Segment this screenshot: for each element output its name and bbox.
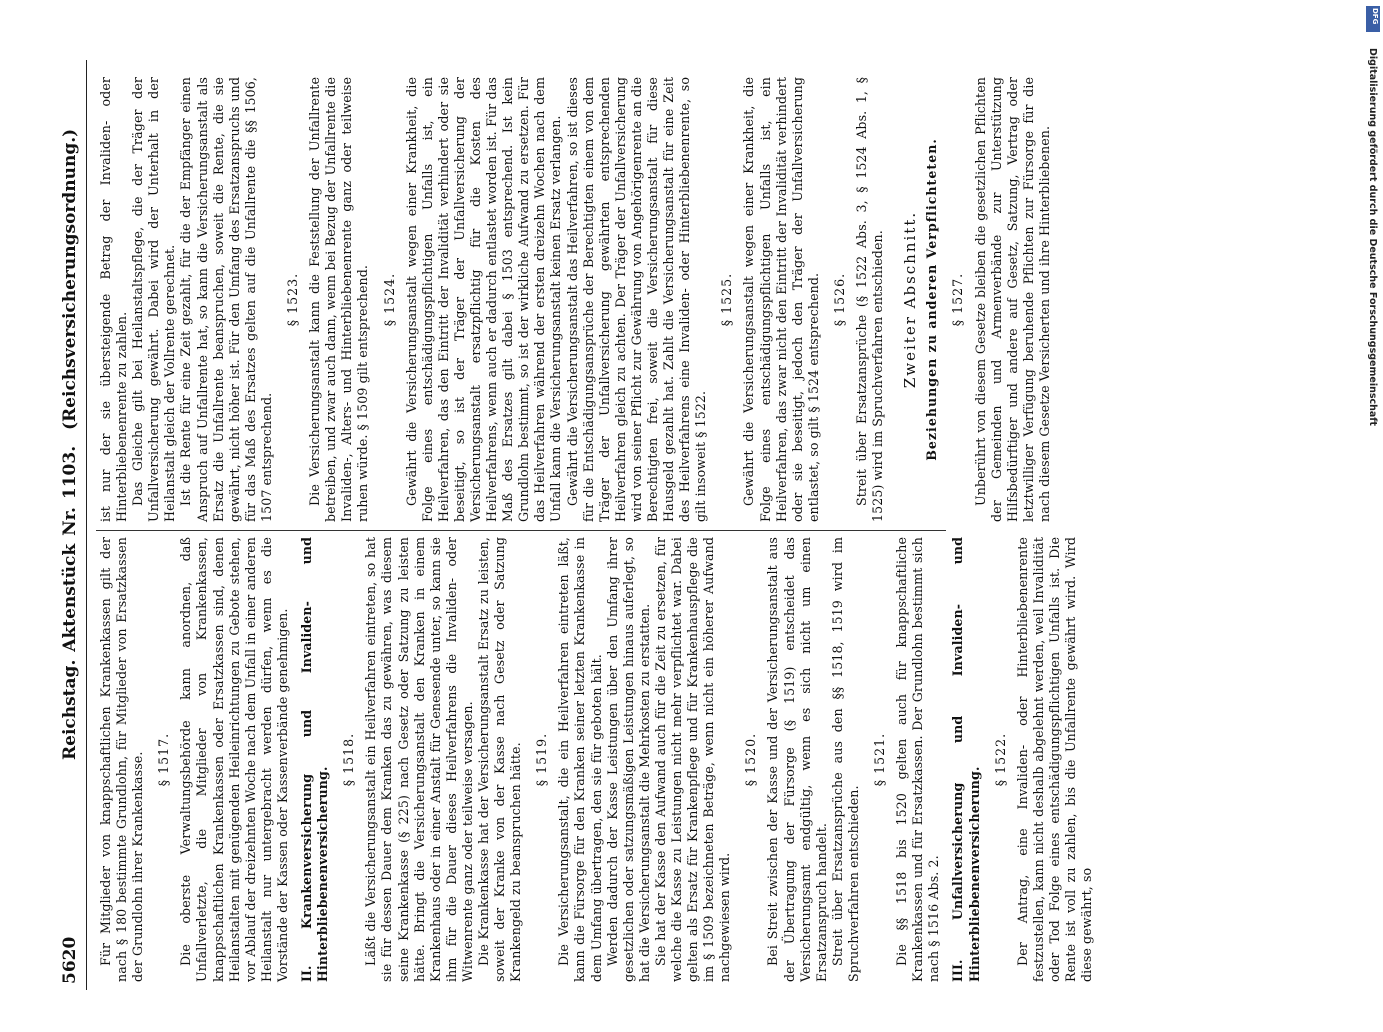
section-number: § 1523. <box>285 272 301 327</box>
paragraph: Gewährt die Versicherungsanstalt das Heilverfahren, so ist dieses für die Entschädigungsansprüche der Berechtigten einem von dem Träger der Unfallversicherung gewährten entsprechenden Heilverfahren gleich zu achten. Der Träger der Unfallversicherung wird von seiner Pflicht zur Gewährung von Angehörigenrente an die Berechtigten frei, soweit die Versicherungsanstalt für diese Hausgeld gezahlt hat. Zahlt die Versicherungsanstalt für eine Zeit des Heilverfahrens eine Invaliden- oder Hinterbliebenenrente, so gilt insoweit § 1522. <box>564 77 709 522</box>
paragraph: Sie hat der Kasse den Aufwand auch für die Zeit zu ersetzen, für welche die Kasse zu Leistungen nicht mehr verpflichtet war. Dabei gelten als Ersatz für Krankenpflege und für Krankenhauspflege die im § 1509 bezeichneten Beträge, wenn nicht ein höherer Aufwand nachgewiesen wird. <box>652 537 733 982</box>
paragraph: Das Gleiche gilt bei Heilanstaltspflege, die der Träger der Unfallversicherung gewährt. Dabei wird der Unterhalt in der Heilanstalt gleich der Vollrente gerechnet. <box>130 77 178 522</box>
paragraph: Gewährt die Versicherungsanstalt wegen einer Krankheit, die Folge eines entschädigungspflichtigen Unfalls ist, ein Heilverfahren, das zwar nicht den Eintritt der Invalidität verhindert oder sie beseitigt, jedoch den Träger der Unfallversicherung entlastet, so gilt § 1524 entsprechend. <box>741 77 821 522</box>
paragraph: Gewährt die Versicherungsanstalt wegen einer Krankheit, die Folge eines entschädigungspflichtigen Unfalls ist, ein Heilverfahren, das den Eintritt der Invalidität verhindert oder sie beseitigt, so ist der Träger der Unfallversicherung der Versicherungsanstalt ersatzpflichtig für die Kosten des Heilverfahrens, wenn auch er dadurch entlastet worden ist. Für das Maß des Ersatzes gilt dabei § 1503 entsprechend. Ist kein Grundlohn bestimmt, so ist der wirkliche Aufwand zu ersetzen. Für das Heilverfahren während der ersten dreizehn Wochen nach dem Unfall kann die Versicherungsanstalt keinen Ersatz verlangen. <box>403 77 564 522</box>
column-divider <box>96 530 946 531</box>
paragraph: Die §§ 1518 bis 1520 gelten auch für knappschaftliche Krankenkassen und für Ersatzkassen. Der Grundlohn bestimmt sich nach § 1516 Abs. 2. <box>894 537 942 982</box>
digitization-note-text: Digitalisierung gefördert durch die Deutsche Forschungsgemeinschaft <box>1367 48 1378 426</box>
page-header <box>58 60 87 990</box>
paragraph: Die Krankenkasse hat der Versicherungsanstalt Ersatz zu leisten, soweit der Kranke von der Kasse nach Gesetz oder Satzung Krankengeld zu beanspruchen hätte. <box>475 537 524 982</box>
dfg-logo-text: DFG <box>1371 8 1379 25</box>
paragraph: Die oberste Verwaltungsbehörde kann anordnen, daß Unfallverletzte, die Mitglieder von Krankenkassen, knappschaftlichen Krankenkassen oder Ersatzkassen sind, denen Heilanstalten mit genügenden Heileinrichtungen zu Gebote stehen, vor Ablauf der dreizehnten Woche nach dem Unfall in einer anderen Heilanstalt nur untergebracht werden dürfen, wenn es die Vorstände der Kassen oder Kassenverbände genehmigen. <box>178 537 290 982</box>
paragraph: Streit über Ersatzansprüche (§ 1522 Abs. 3, § 1524 Abs. 1, § 1525) wird im Spruchverfahren entschieden. <box>854 77 886 522</box>
paragraph: Streit über Ersatzansprüche aus den §§ 1518, 1519 wird im Spruchverfahren entschieden. <box>829 537 861 982</box>
paragraph: Der Antrag, eine Invaliden- oder Hinterbliebenenrente festzustellen, kann nicht deshalb abgelehnt werden, weil Invalidität oder Tod Folge eines entschädigungspflichtigen Unfalls ist. Die Rente ist voll zu zahlen, bis die Unfallrente gewährt wird. Wird diese gewährt, so <box>1014 537 1095 982</box>
part-heading: Zweiter Abschnitt. <box>901 210 920 389</box>
section-number: § 1517. <box>156 732 172 787</box>
section-number: § 1522. <box>992 732 1008 787</box>
chapter-heading: II. Krankenversicherung und Invaliden- und Hinterbliebenenversicherung. <box>299 537 331 982</box>
left-column <box>98 537 1095 982</box>
page-number: 5620 <box>60 936 80 984</box>
chapter-heading: III. Unfallversicherung und Invaliden- und Hinterbliebenenversicherung. <box>950 537 982 982</box>
section-number: § 1526. <box>831 272 847 327</box>
header-title: Reichstag. Aktenstück Nr. 1103. <box>60 445 80 760</box>
paragraph: Werden dadurch der Kasse Leistungen über den Umfang ihrer gesetzlichen oder satzungsmäßigen Leistungen hinaus auferlegt, so hat die Versicherungsanstalt die Mehrkosten zu erstatten. <box>604 537 652 982</box>
paragraph: Läßt die Versicherungsanstalt ein Heilverfahren eintreten, so hat sie für dessen Dauer dem Kranken das zu gewähren, was diesem seine Krankenkasse (§ 225) nach Gesetz oder Satzung zu leisten hätte. Bringt die Versicherungsanstalt den Kranken in einem Krankenhaus oder in einer Anstalt für Genesende unter, so kann sie ihm für die Dauer dieses Heilverfahrens die Invaliden- oder Witwenrente ganz oder teilweise versagen. <box>363 537 475 982</box>
paragraph: Die Versicherungsanstalt kann die Feststellung der Unfallrente betreiben, und zwar auch dann, wenn bei Bezug der Unfallrente die Invaliden-, Alters- und Hinterbliebenenrente ganz oder teilweise ruhen würde. § 1509 gilt entsprechend. <box>307 77 371 522</box>
section-number: § 1527. <box>950 272 966 327</box>
section-number: § 1519. <box>534 732 550 787</box>
part-subheading: Beziehungen zu anderen Verpflichteten. <box>924 138 940 461</box>
paragraph: Die Versicherungsanstalt, die ein Heilverfahren eintreten läßt, kann die Fürsorge für den Kranken seiner letzten Krankenkasse in dem Umfang übertragen, den sie für geboten hält. <box>556 537 604 982</box>
paragraph: Unberührt von diesem Gesetze bleiben die gesetzlichen Pflichten der Gemeinden und Armenverbände zur Unterstützung Hilfsbedürftiger und andere auf Gesetz, Satzung, Vertrag oder letztwilliger Verfügung beruhende Pflichten zur Fürsorge für die nach diesem Gesetze Versicherten und ihre Hinterbliebenen. <box>972 77 1052 522</box>
paragraph: ist nur der sie übersteigende Betrag der Invaliden- oder Hinterbliebenenrente zu zahlen. <box>98 77 130 522</box>
section-number: § 1518. <box>341 732 357 787</box>
paragraph: Ist die Rente für eine Zeit gezahlt, für die der Empfänger einen Anspruch auf Unfallrente hat, so kann die Versicherungsanstalt als Ersatz die Unfallrente beanspruchen, soweit die Rente, die sie gewährt, nicht höher ist. Für den Umfang des Ersatzanspruchs und für das Maß des Ersatzes gelten auf die Unfallrente die §§ 1506, 1507 entsprechend. <box>178 77 274 522</box>
section-number: § 1524. <box>381 272 397 327</box>
header-subtitle: (Reichsversicherungsordnung.) <box>60 128 80 430</box>
section-number: § 1525. <box>719 272 735 327</box>
section-number: § 1521. <box>872 732 888 787</box>
paragraph: Für Mitglieder von knappschaftlichen Krankenkassen gilt der nach § 180 bestimmte Grundlohn, für Mitglieder von Ersatzkassen der Grundlohn ihrer Krankenkasse. <box>98 537 146 982</box>
right-column <box>98 77 1053 522</box>
section-number: § 1520. <box>743 732 759 787</box>
digitization-note <box>1362 8 1376 992</box>
paragraph: Bei Streit zwischen der Kasse und der Versicherungsanstalt aus der Übertragung der Fürsorge (§ 1519) entscheidet das Versicherungsamt endgültig, wenn es sich nicht um einen Ersatzanspruch handelt. <box>765 537 829 982</box>
